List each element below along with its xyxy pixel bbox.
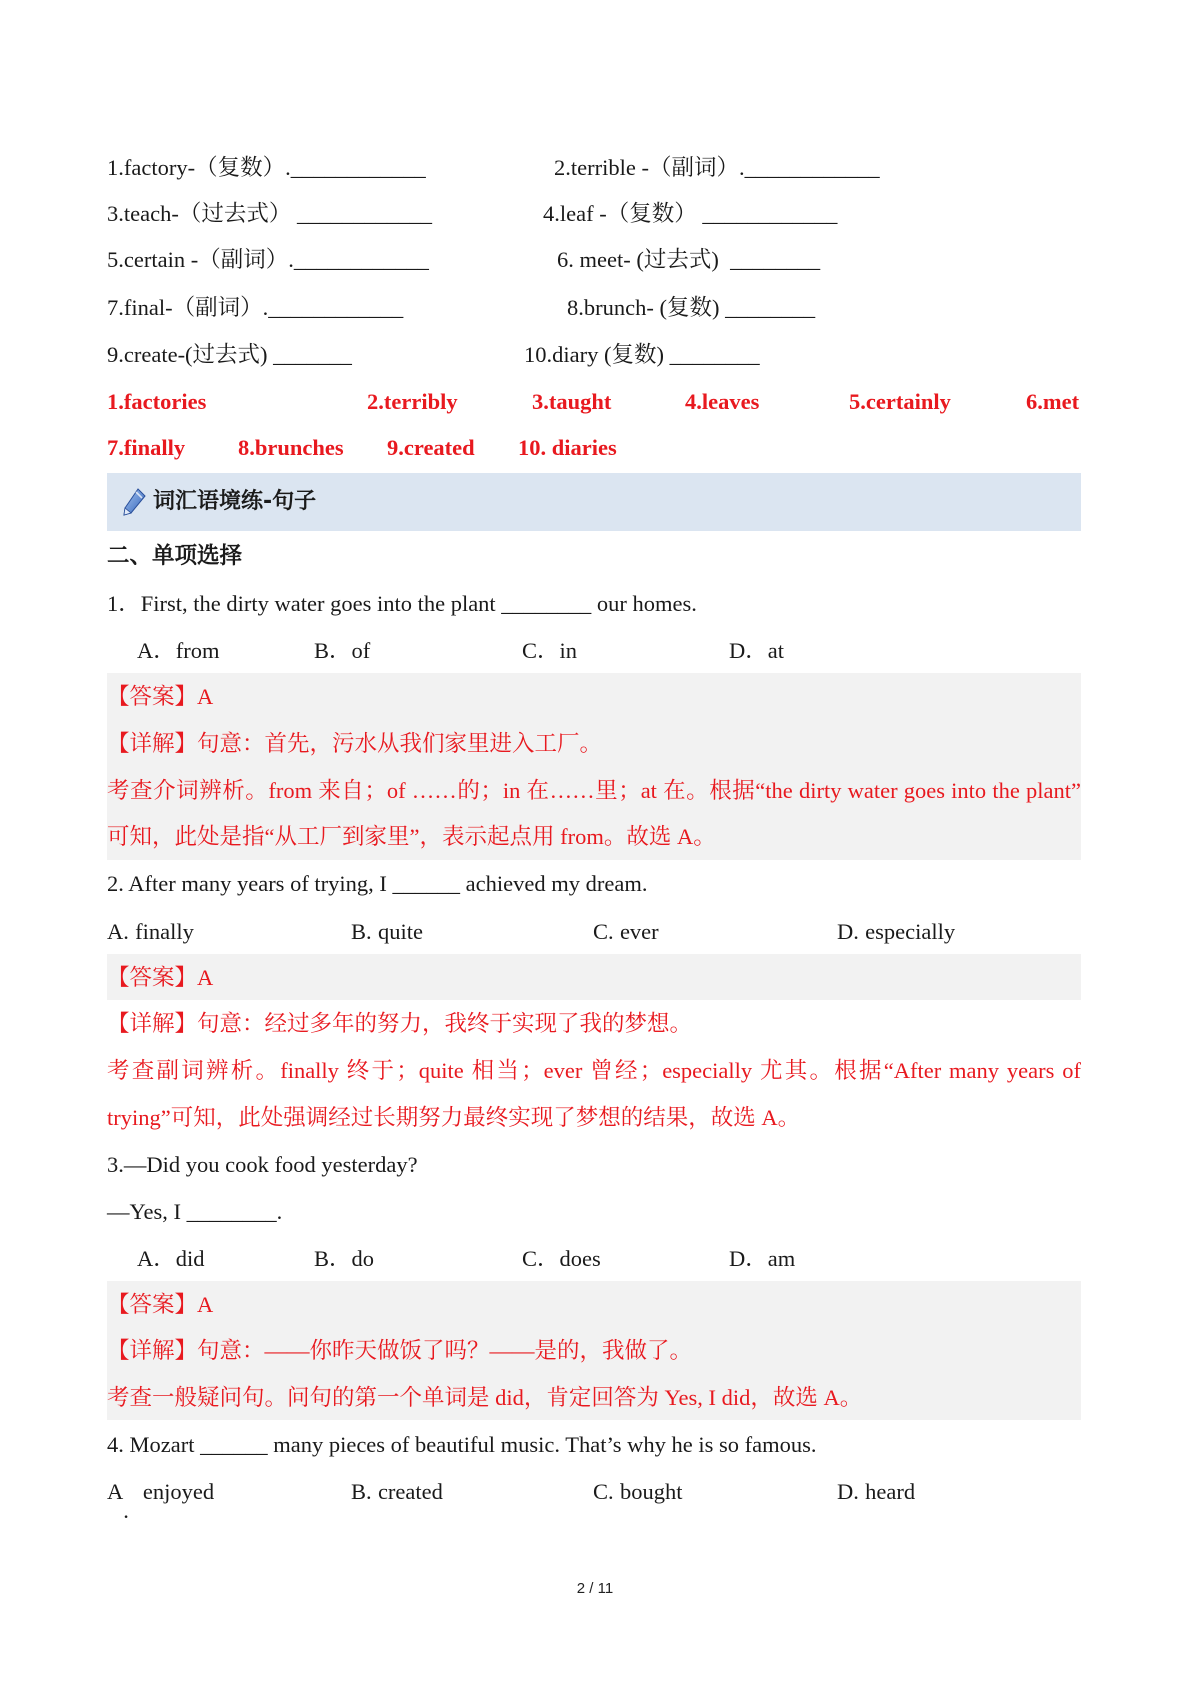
option-b	[314, 636, 370, 666]
answer-key-item: 5.certainly	[849, 389, 951, 414]
option-text: ever	[619, 919, 659, 944]
option-d	[837, 917, 955, 947]
vocab-item: 7.final-（副词）.____________	[107, 295, 404, 320]
option-text: does	[559, 1246, 601, 1271]
answer-line: 【答案】A	[107, 965, 214, 990]
option-a	[137, 636, 220, 666]
option-b	[351, 917, 423, 947]
option-text: created	[377, 1479, 443, 1504]
option-d	[837, 1477, 915, 1507]
option-b	[314, 1244, 374, 1274]
option-letter: C.	[593, 919, 614, 944]
question-stem: 4. Mozart ______ many pieces of beautiful music. That’s why he is so famous.	[107, 1432, 817, 1457]
answer-key-item: 6.met	[1026, 389, 1080, 414]
option-text: enjoyed	[142, 1479, 215, 1504]
answer-key-item: 10. diaries	[518, 435, 617, 460]
question-stem: 3.—Did you cook food yesterday?	[107, 1152, 418, 1177]
option-letter: D．	[729, 638, 768, 663]
question-stem: 2. After many years of trying, I ______ achieved my dream.	[107, 871, 648, 896]
answer-key-item: 1.factories	[107, 389, 207, 414]
option-b	[351, 1477, 443, 1507]
answer-key-item: 7.finally	[107, 435, 186, 460]
option-letter: C.	[593, 1479, 614, 1504]
answer-key-item: 2.terribly	[367, 389, 458, 414]
option-text: quite	[377, 919, 423, 944]
option-letter: B.	[351, 1479, 372, 1504]
option-a	[107, 917, 194, 947]
answer-line: 【答案】A	[107, 1292, 214, 1317]
vocab-item: 8.brunch- (复数) ________	[567, 295, 816, 320]
page-number: 2 / 11	[576, 1580, 614, 1597]
pencil-icon	[121, 487, 147, 517]
option-letter: B．	[314, 638, 352, 663]
option-text: in	[559, 638, 578, 663]
option-text: especially	[865, 919, 956, 944]
option-text: at	[767, 638, 784, 663]
section-banner	[107, 473, 1081, 531]
option-a	[107, 1477, 215, 1523]
option-punct: .	[123, 1498, 129, 1523]
option-text: am	[767, 1246, 796, 1271]
vocab-item: 10.diary (复数) ________	[524, 342, 760, 367]
option-text: heard	[865, 1479, 916, 1504]
section-title: 词汇语境练-句子	[153, 489, 317, 514]
explanation-line: 【详解】句意：经过多年的努力，我终于实现了我的梦想。	[107, 1011, 693, 1036]
explanation-line: 考查介词辨析。from 来自；of ……的；in 在……里；at 在。根据“the dirty water goes into the plant”	[107, 778, 1081, 803]
vocab-item: 3.teach-（过去式） ____________	[107, 201, 432, 226]
option-text: do	[351, 1246, 375, 1271]
option-c	[593, 1477, 682, 1507]
question-stem: 1．First, the dirty water goes into the plant ________ our homes.	[107, 591, 697, 616]
option-text: did	[175, 1246, 205, 1271]
option-letter: D.	[837, 1479, 859, 1504]
option-letter: D.	[837, 919, 859, 944]
option-letter: A.	[107, 919, 129, 944]
option-d	[729, 636, 784, 666]
option-text: of	[351, 638, 371, 663]
option-letter: A．	[137, 638, 176, 663]
option-c	[593, 917, 659, 947]
option-letter: A	[107, 1479, 124, 1504]
option-text: from	[175, 638, 220, 663]
option-text: finally	[135, 919, 194, 944]
answer-key-item: 8.brunches	[238, 435, 344, 460]
answer-key-item: 4.leaves	[685, 389, 760, 414]
explanation-line: 【详解】句意：——你昨天做饭了吗？——是的，我做了。	[107, 1338, 693, 1363]
option-letter: B.	[351, 919, 372, 944]
option-letter: D．	[729, 1246, 768, 1271]
option-letter: A．	[137, 1246, 176, 1271]
vocab-item: 1.factory-（复数）.____________	[107, 155, 426, 180]
option-letter: C．	[522, 1246, 560, 1271]
option-d	[729, 1244, 795, 1274]
option-a	[137, 1244, 205, 1274]
question-stem: —Yes, I ________.	[107, 1199, 283, 1224]
vocab-item: 2.terrible -（副词）.____________	[554, 155, 880, 180]
option-text: bought	[619, 1479, 683, 1504]
vocab-item: 4.leaf -（复数） ____________	[543, 201, 838, 226]
option-c	[522, 636, 577, 666]
answer-key-item: 3.taught	[532, 389, 612, 414]
explanation-line: 可知，此处是指“从工厂到家里”，表示起点用 from。故选 A。	[107, 824, 716, 849]
answer-key-item: 9.created	[387, 435, 475, 460]
explanation-line: 考查一般疑问句。问句的第一个单词是 did，肯定回答为 Yes, I did，故选 A。	[107, 1385, 863, 1410]
vocab-item: 5.certain -（副词）.____________	[107, 247, 429, 272]
answer-line: 【答案】A	[107, 684, 214, 709]
explanation-line: 考查副词辨析。finally 终于；quite 相当；ever 曾经；especially 尤其。根据“After many years of	[107, 1058, 1081, 1083]
option-c	[522, 1244, 601, 1274]
explanation-line: trying”可知，此处强调经过长期努力最终实现了梦想的结果，故选 A。	[107, 1105, 801, 1130]
vocab-item: 6. meet- (过去式) ________	[557, 247, 821, 272]
explanation-line: 【详解】句意：首先，污水从我们家里进入工厂。	[107, 731, 603, 756]
answer-box	[107, 954, 1081, 1000]
option-letter: B．	[314, 1246, 352, 1271]
part-heading: 二、单项选择	[107, 543, 243, 568]
option-letter: C．	[522, 638, 560, 663]
vocab-item: 9.create-(过去式) _______	[107, 342, 352, 367]
